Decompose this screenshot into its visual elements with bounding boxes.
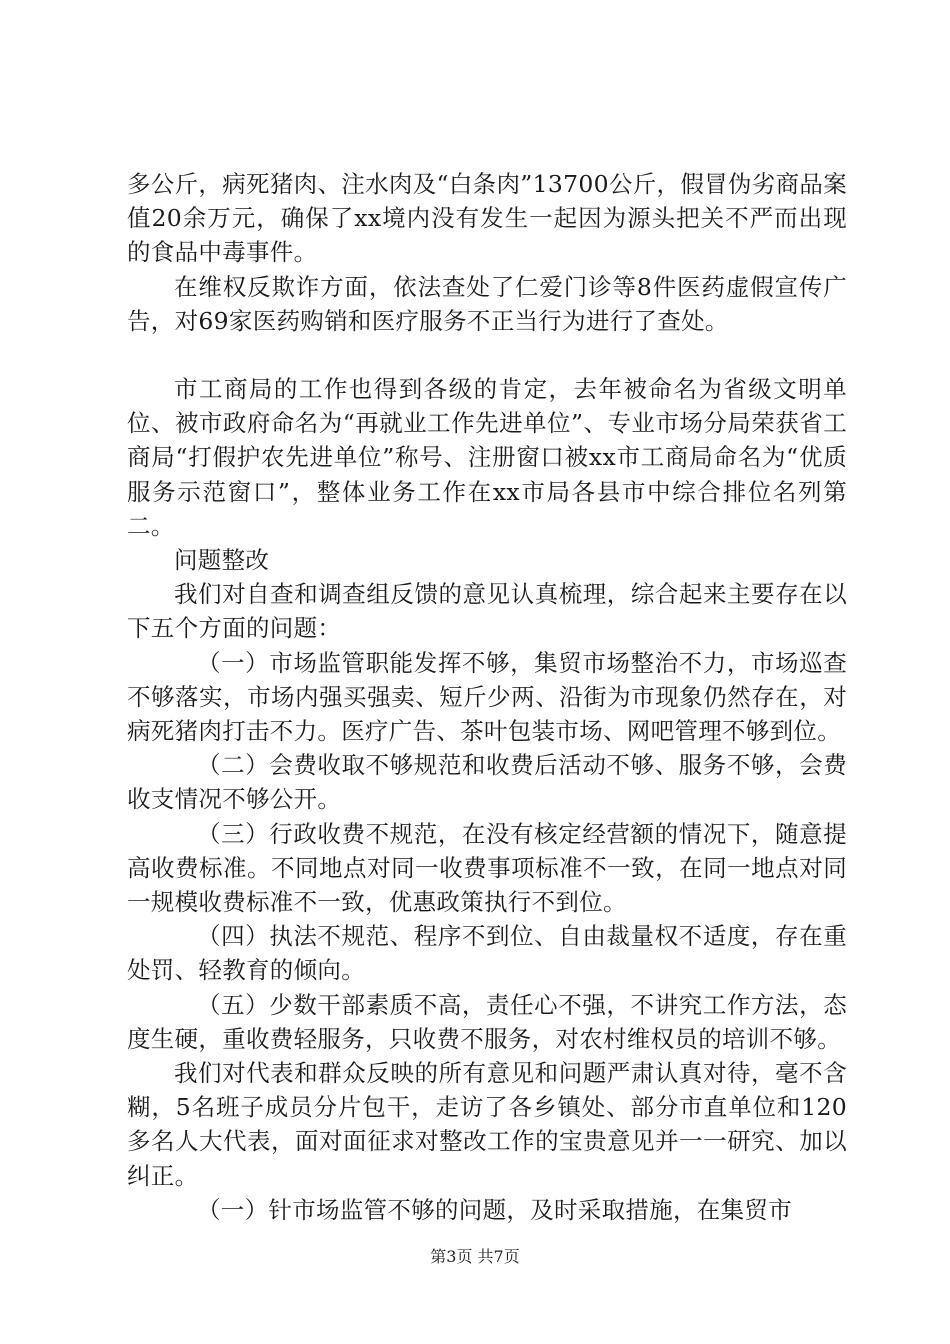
- paragraph-rectification: 我们对代表和群众反映的所有意见和问题严肃认真对待，毫不含糊，5名班子成员分片包干，走访了各乡镇处、部分市直单位和120多名人大代表，面对面征求对整改工作的宝贵意见并一一研究、加以纠正。: [127, 1059, 847, 1190]
- list-item-problem-5: （五）少数干部素质不高，责任心不强，不讲究工作方法，态度生硬，重收费轻服务，只收费不服务，对农村维权员的培训不够。: [127, 990, 847, 1053]
- paragraph-honors: 市工商局的工作也得到各级的肯定，去年被命名为省级文明单位、被市政府命名为“再就业工作先进单位”、专业市场分局荣获省工商局“打假护农先进单位”称号、注册窗口被xx市工商局命名为“优质服务示范窗口”，整体业务工作在xx市局各县市中综合排位名列第二。: [127, 375, 847, 540]
- paragraph-gap: [127, 338, 847, 372]
- document-body: [127, 167, 847, 1227]
- paragraph-problems-intro: 我们对自查和调查组反馈的意见认真梳理，综合起来主要存在以下五个方面的问题：: [127, 580, 847, 643]
- section-heading: 问题整改: [174, 546, 270, 575]
- paragraph-continued: 多公斤，病死猪肉、注水肉及“白条肉”13700公斤，假冒伪劣商品案值20余万元，确保了xx境内没有发生一起因为源头把关不严而出现的食品中毒事件。: [127, 170, 847, 267]
- paragraph-rights-protection: 在维权反欺诈方面，依法查处了仁爱门诊等8件医药虚假宣传广告，对69家医药购销和医疗服务不正当行为进行了查处。: [127, 272, 847, 335]
- list-item-measure-1: （一）针市场监管不够的问题，及时采取措施，在集贸市: [197, 1195, 792, 1224]
- list-item-problem-1: （一）市场监管职能发挥不够，集贸市场整治不力，市场巡查不够落实，市场内强买强卖、短斤少两、沿街为市现象仍然存在，对病死猪肉打击不力。医疗广告、茶叶包装市场、网吧管理不够到位。: [127, 648, 847, 746]
- list-item-problem-4: （四）执法不规范、程序不到位、自由裁量权不适度，存在重处罚、轻教育的倾向。: [127, 922, 847, 985]
- page-number: 第3页 共7页: [430, 1247, 520, 1266]
- list-item-problem-2: （二）会费收取不够规范和收费后活动不够、服务不够，会费收支情况不够公开。: [127, 751, 847, 814]
- list-item-problem-3: （三）行政收费不规范，在没有核定经营额的情况下，随意提高收费标准。不同地点对同一收费事项标准不一致，在同一地点对同一规模收费标准不一致，优惠政策执行不到位。: [127, 819, 847, 917]
